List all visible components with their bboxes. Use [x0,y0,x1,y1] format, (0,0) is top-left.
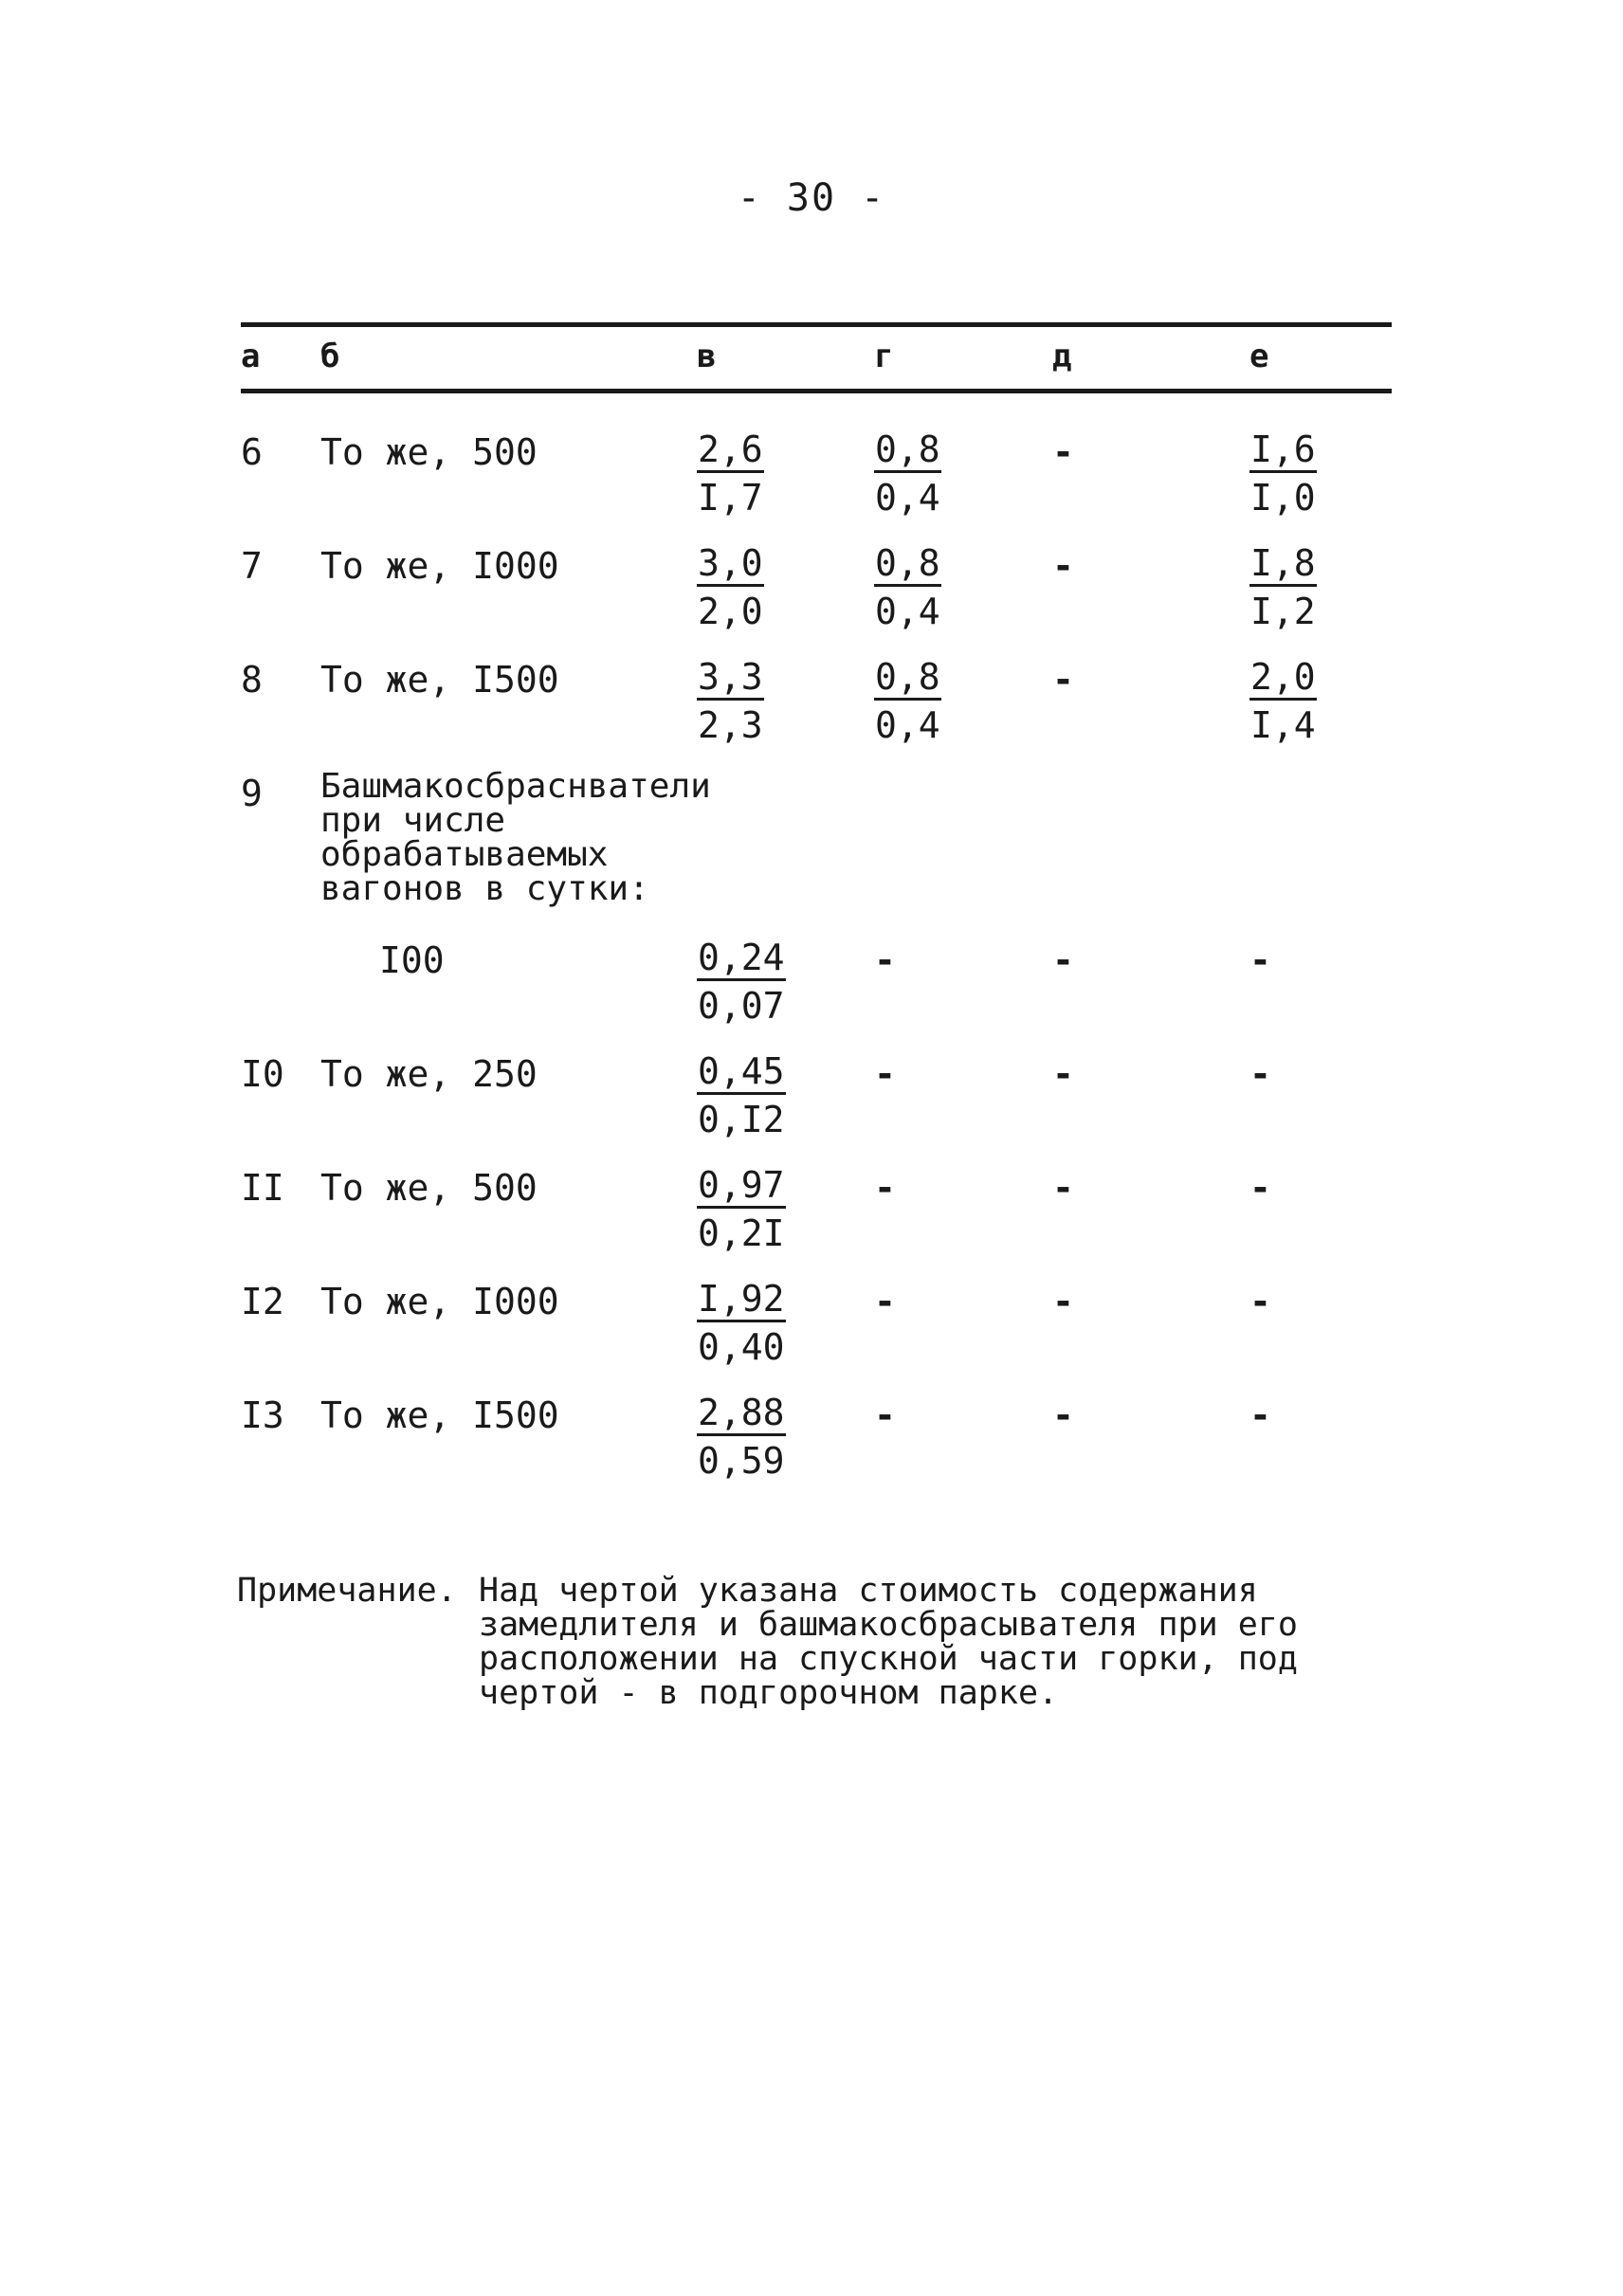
row-description: То же, I000 [320,1281,559,1322]
value-v-top: 3,3 [697,656,764,701]
header-g: г [874,337,894,375]
value-g-bottom: 0,4 [875,591,940,632]
value-v [697,1164,786,1258]
value-e: - [1249,1394,1271,1436]
value-g [874,656,941,750]
value-v-bottom: 2,0 [698,591,763,632]
value-v [697,1392,786,1485]
row-number: II [241,1167,284,1209]
value-v-bottom: 0,40 [698,1326,785,1368]
value-e-top: I,6 [1249,428,1317,473]
header-e: е [1249,337,1269,375]
header-a: а [241,337,261,375]
header-b: б [320,337,340,375]
value-g-top: 0,8 [874,542,941,587]
value-v-top: 2,6 [697,428,764,473]
value-d: - [1052,1281,1074,1322]
row-description: То же, 500 [320,431,538,473]
footnote-label: Примечание. [237,1572,457,1610]
value-e: - [1249,1167,1271,1209]
value-d: - [1052,431,1074,473]
value-e [1249,656,1317,750]
value-v [697,542,764,636]
row-description: То же, I000 [320,545,559,587]
value-e-top: 2,0 [1249,656,1317,701]
value-v-bottom: 0,2I [698,1212,785,1254]
value-g-top: 0,8 [874,428,941,473]
value-e-bottom: I,2 [1250,591,1316,632]
footnote-text: Над чертой указана стоимость содержания замедлителя и башмакосбрасывателя при его расположении на спускной части горки, под чертой - в подгорочном парке. [479,1572,1298,1712]
row-number: I2 [241,1281,284,1322]
value-g: - [874,1394,896,1436]
value-e [1249,542,1317,636]
value-v [697,428,764,522]
row-description: То же, I500 [320,1394,559,1436]
value-d: - [1052,1394,1074,1436]
value-v-bottom: 0,07 [698,985,785,1027]
value-g [874,542,941,636]
row-description: То же, 250 [320,1053,538,1095]
value-v-top: 3,0 [697,542,764,587]
value-e-bottom: I,0 [1250,477,1316,519]
row-description: I00 [379,939,445,981]
value-v [697,937,786,1030]
value-g: - [874,939,896,981]
value-g [874,428,941,522]
value-v-top: I,92 [697,1278,786,1322]
value-v-bottom: 0,59 [698,1440,785,1482]
row-number: 6 [241,431,263,473]
value-d: - [1052,545,1074,587]
value-d: - [1052,939,1074,981]
table-top-rule [241,322,1392,327]
value-v-top: 0,97 [697,1164,786,1209]
value-e: - [1249,1281,1271,1322]
header-v: в [697,337,717,375]
value-g: - [874,1281,896,1322]
value-v [697,1278,786,1372]
value-v [697,656,764,750]
value-v [697,1050,786,1144]
row-number: I3 [241,1394,284,1436]
row-number: I0 [241,1053,284,1095]
value-g: - [874,1053,896,1095]
value-e-top: I,8 [1249,542,1317,587]
header-d: д [1052,337,1072,375]
value-e [1249,428,1317,522]
value-g-bottom: 0,4 [875,477,940,519]
value-e: - [1249,939,1271,981]
row-description: Башмакосбраснватели при числе обрабатываемых вагонов в сутки: [320,767,711,908]
row-description: То же, I500 [320,659,559,701]
value-g: - [874,1167,896,1209]
value-v-top: 0,45 [697,1050,786,1095]
table-header-rule [241,389,1392,393]
page-number: - 30 - [737,176,886,220]
value-e-bottom: I,4 [1250,704,1316,746]
value-d: - [1052,659,1074,701]
value-d: - [1052,1167,1074,1209]
value-v-bottom: 2,3 [698,704,763,746]
row-description: То же, 500 [320,1167,538,1209]
value-d: - [1052,1053,1074,1095]
value-e: - [1249,1053,1271,1095]
value-v-bottom: I,7 [698,477,763,519]
row-number: 9 [241,773,263,814]
value-g-bottom: 0,4 [875,704,940,746]
value-v-top: 0,24 [697,937,786,981]
row-number: 8 [241,659,263,701]
row-number: 7 [241,545,263,587]
value-v-bottom: 0,I2 [698,1099,785,1140]
value-v-top: 2,88 [697,1392,786,1436]
value-g-top: 0,8 [874,656,941,701]
